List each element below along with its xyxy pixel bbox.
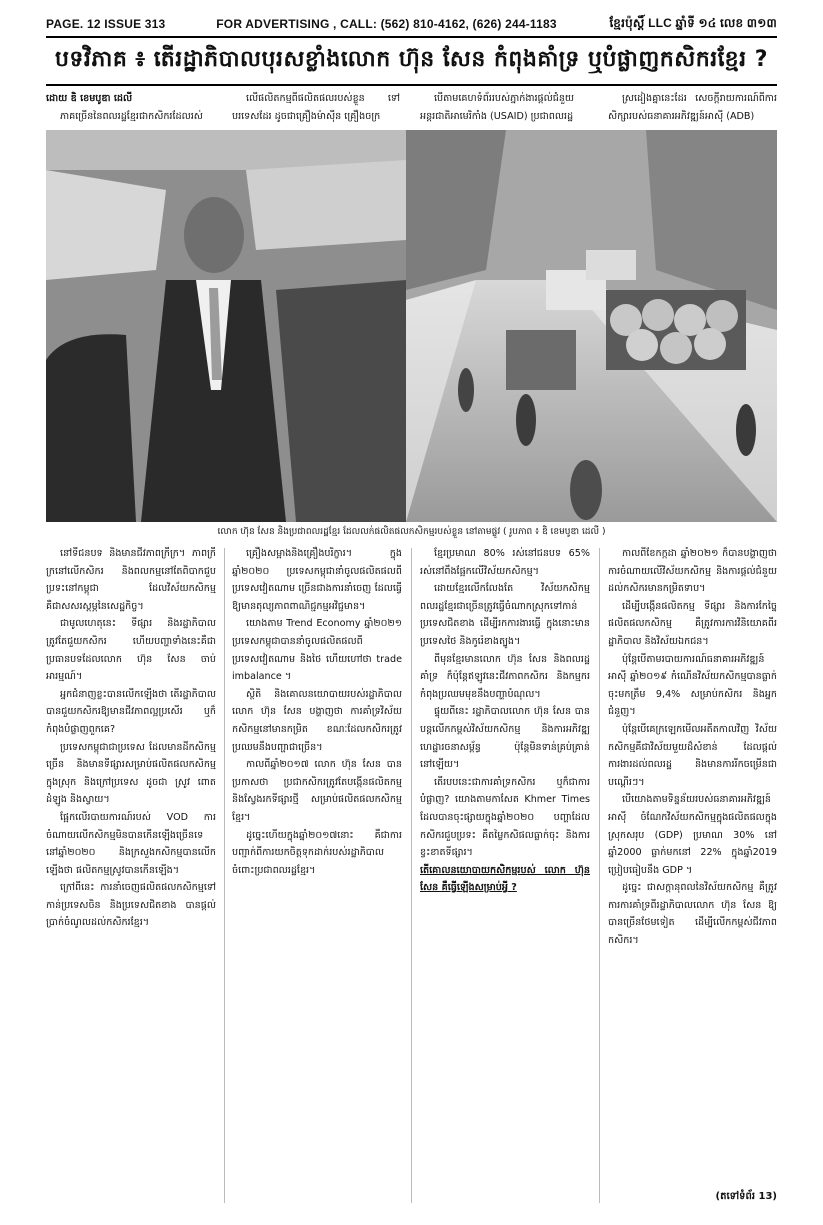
top-column-1 — [46, 90, 214, 128]
column-divider — [599, 548, 600, 1203]
col4-paragraph: ប៉ុន្តែបើតាមរបាយការណ៍ធនាគារអភិវឌ្ឍន៍អាស៊ី ឆ្នាំ២០១៩ កំណើនវិស័យកសិកម្មបានធ្លាក់ចុះមកត្រឹម 9,4% សម្រាប់កសិករ និងអ្នកជំនួញ។ — [608, 653, 777, 718]
col1-paragraph: ជាមូលហេតុនេះ ទីផ្សារ និងរដ្ឋាភិបាលត្រូវតែជួយកសិករ ហើយបញ្ហាទាំងនេះគឺជាប្រធានបទដែលលោក ហ៊ុន សែន ចាប់អារម្មណ៍។ — [46, 618, 216, 683]
col4-paragraph: បើយោងតាមទិន្នន័យរបស់ធនាគារអភិវឌ្ឍន៍អាស៊ី ចំណែកវិស័យកសិកម្មក្នុងផលិតផលក្នុងស្រុកសរុប (GDP) ប្រមាណ 30% នៅឆ្នាំ2000 ធ្លាក់មកនៅ 22% ក្នុងឆ្នាំ2019 ប្រៀបធៀបនឹង GDP ។ — [608, 794, 777, 876]
col1-paragraph: អ្នកជំនាញខ្លះបានលើកឡើងថា តើរដ្ឋាភិបាលបានជួយកសិករឱ្យមានជីវភាពល្អប្រសើរ ឬក៏កំពុងបំផ្លាញពួកគេ? — [46, 688, 216, 735]
col4-paragraph: ប៉ុន្តែបើគេក្រឡេកមើលអតីតកាលវិញ វិស័យកសិកម្មគឺជាវិស័យមួយដ៏សំខាន់ ដែលផ្ដល់ការងារដល់ពលរដ្ឋ និងមានការរីកចម្រើនជាបណ្ដើរៗ។ — [608, 723, 777, 788]
body-column-2 — [232, 545, 402, 1210]
top-column-4-text: ស្រដៀងគ្នានេះដែរ សេចក្ដីរាយការណ៍ពីការសិក្សារបស់ធនាគារអភិវឌ្ឍន៍អាស៊ី (ADB) — [608, 93, 777, 122]
section-subhead: តើគោលនយោបាយកសិកម្មរបស់ លោក ហ៊ុន សែន គឺធ្វើឡើងសម្រាប់អ្វី ? — [420, 864, 590, 894]
continued-on-page-label: (តទៅទំព័រ 13) — [715, 1191, 777, 1202]
col4-paragraph: កាលពីខែកក្កដា ឆ្នាំ២០២១ ក៏បានបង្ហាញថា ការចំណាយលើវិស័យកសិកម្ម និងការផ្ដល់ជំនួយដល់កសិករមានកម្រិតទាប។ — [608, 548, 777, 595]
top-column-4 — [608, 90, 777, 128]
col3-paragraph: ពីមុនខ្មែរមានលោក ហ៊ុន សែន និងពលរដ្ឋគាំទ្រ ក៏ប៉ុន្តែឥឡូវនេះជីវភាពកសិករ និងកម្មករកំពុងប្រឈមមុខនឹងបញ្ហាបំណុល។ — [420, 653, 590, 700]
page-header — [46, 14, 777, 34]
col2-paragraph: យោងតាម Trend Economy ឆ្នាំ២០២១ ប្រទេសកម្ពុជាបាននាំចូលផលិតផលពីប្រទេសវៀតណាម និងថៃ ហើយហៅថា trade imbalance ។ — [232, 618, 402, 683]
col1-paragraph: ប្រទេសកម្ពុជាជាប្រទេស ដែលមានដីកសិកម្មច្រើន និងមានទីផ្សារសម្រាប់ផលិតផលកសិកម្មក្នុងស្រុក និងក្រៅប្រទេស ដូចជា ស្រូវ ពោត ដំឡូង និងស្វាយ។ — [46, 741, 216, 806]
headline-rule — [46, 84, 777, 86]
col1-paragraph: ផ្អែកលើរបាយការណ៍របស់ VOD ការចំណាយលើកសិកម្មមិនបានកើនឡើងច្រើនទេ នៅឆ្នាំ២០២០ និងក្រសួងកសិកម្មបានលើកឡើងថា ផលិតកម្មស្រូវបានកើនឡើង។ — [46, 811, 216, 876]
col1-paragraph: ក្រៅពីនេះ ការនាំចេញផលិតផលកសិកម្មទៅកាន់ប្រទេសចិន និងប្រទេសជិតខាង បានផ្ដល់ប្រាក់ចំណូលដល់កសិករខ្មែរ។ — [46, 882, 216, 929]
masthead-label: ខ្មែរប៉ុស្ដិ៍ LLC ឆ្នាំទី ១៤ លេខ ៣១៣ — [609, 16, 777, 30]
article-photo — [46, 130, 777, 522]
photo-caption: លោក ហ៊ុន សែន និងប្រជាពលរដ្ឋខ្មែរ ដែលលក់ផលិតផលកសិកម្មរបស់ខ្លួន នៅតាមផ្លូវ ( រូបភាព ៖ ឌិ ខេមបូឌា ដេលី ) — [217, 527, 606, 537]
column-divider — [411, 548, 412, 1203]
col2-paragraph: គ្រឿងសម្អាងនិងគ្រឿងបរិក្ខារ។ ក្នុងឆ្នាំ២០២០ ប្រទេសកម្ពុជានាំចូលផលិតផលពីប្រទេសវៀតណាម ច្រើនជាងការនាំចេញ ដែលធ្វើឱ្យមានតុល្យភាពពាណិជ្ជកម្មអវិជ្ជមាន។ — [232, 548, 402, 612]
top-column-3 — [420, 90, 588, 128]
col3-paragraph: ផ្ទុយពីនេះ រដ្ឋាភិបាលលោក ហ៊ុន សែន បានបន្តលើកកម្ពស់វិស័យកសិកម្ម និងការអភិវឌ្ឍហេដ្ឋារចនាសម្ព័ន្ធ ប៉ុន្តែមិនទាន់គ្រប់គ្រាន់នៅឡើយ។ — [420, 706, 590, 771]
col3-paragraph: តើរបបនេះជាការគាំទ្រកសិករ ឬក៏ជាការបំផ្លាញ? យោងតាមកាសែត Khmer Times ដែលបានចុះផ្សាយក្នុងឆ្នាំ២០២០ បញ្ហាដែលកសិករជួបប្រទះ គឺតម្លៃកសិផលធ្លាក់ចុះ និងការខ្វះខាតទីផ្សារ។ — [420, 776, 590, 859]
top-column-3-text: បើតាមគេហទំព័ររបស់ភ្នាក់ងារផ្ដល់ជំនួយអន្តរជាតិអាមេរិកាំង (USAID) ប្រជាពលរដ្ឋ — [420, 93, 575, 122]
col2-paragraph: កាលពីឆ្នាំ២០១៧ លោក ហ៊ុន សែន បានប្រកាសថា ប្រជាកសិករត្រូវតែបង្កើនផលិតកម្ម និងស្វែងរកទីផ្សារថ្មី សម្រាប់ផលិតផលកសិកម្មខ្មែរ។ — [232, 759, 402, 823]
byline: ដោយ ឌិ ខេមបូឌា ដេលី — [46, 93, 133, 104]
col2-paragraph: ស្ថិតិ និងគោលនយោបាយរបស់រដ្ឋាភិបាលលោក ហ៊ុន សែន បង្ហាញថា ការគាំទ្រវិស័យកសិកម្មនៅមានកម្រិត ខណៈដែលកសិករត្រូវប្រឈមនឹងបញ្ហាជាច្រើន។ — [232, 688, 402, 753]
top-column-2-text: លើផលិតកម្មពីផលិតផលរបស់ខ្លួន ទៅបរទេសដែរ ដូចជាគ្រឿងម៉ាស៊ីន គ្រឿងចក្រ — [232, 93, 400, 122]
page-issue-label: PAGE. 12 ISSUE 313 — [46, 17, 166, 31]
col1-paragraph: នៅទីជនបទ និងមានជីវភាពក្រីក្រ។ ភាពក្រីក្រនៅលើកសិករ និងពលកម្មនៅតែពិបាកជួបប្រទះនៅកម្ពុជា ដែលវិស័យកសិកម្មគឺជាសសរស្ដម្ភនៃសេដ្ឋកិច្ច។ — [46, 548, 216, 612]
col2-paragraph: ដូច្នេះហើយក្នុងឆ្នាំ២០១៧នោះ គឺជាការបញ្ជាក់ពីការយកចិត្តទុកដាក់របស់រដ្ឋាភិបាលចំពោះប្រជាពលរដ្ឋខ្មែរ។ — [232, 829, 402, 876]
col3-paragraph: ខ្មែរប្រមាណ 80% រស់នៅជនបទ 65% រស់នៅពឹងផ្អែកលើវិស័យកសិកម្ម។ — [420, 548, 590, 577]
column-divider — [224, 548, 225, 1203]
header-rule — [46, 36, 777, 38]
body-column-4 — [608, 545, 777, 1185]
body-column-1 — [46, 545, 216, 1210]
top-column-2 — [232, 90, 400, 128]
body-column-3 — [420, 545, 590, 1210]
top-column-1-text: ភាគច្រើននៃពលរដ្ឋខ្មែរជាកសិករដែលរស់ — [60, 110, 203, 122]
advertising-contact: FOR ADVERTISING , CALL: (562) 810-4162, (626) 244-1183 — [216, 17, 557, 31]
col4-paragraph: ដូច្នេះ ជាសក្ដានុពលនៃវិស័យកសិកម្ម គឺត្រូវការការគាំទ្រពីរដ្ឋាភិបាលលោក ហ៊ុន សែន ឱ្យបានច្រើនថែមទៀត ដើម្បីលើកកម្ពស់ជីវភាពកសិករ។ — [608, 882, 777, 947]
col3-paragraph: ដោយខ្មែរលើកលែងតែ វិស័យកសិកម្ម ពលរដ្ឋខ្មែរជាច្រើនត្រូវធ្វើចំណាកស្រុកទៅកាន់ប្រទេសជិតខាង ដើម្បីរកការងារធ្វើ ក្នុងនោះមានប្រទេសថៃ និងកូរ៉េខាងត្បូង។ — [420, 583, 590, 647]
article-headline: បទវិភាគ ៖ តើរដ្ឋាភិបាលបុរសខ្លាំងលោក ហ៊ុន សែន កំពុងគាំទ្រ ឬបំផ្លាញកសិករខ្មែរ ? — [54, 47, 769, 72]
col4-paragraph: ដើម្បីបង្កើនផលិតកម្ម ទីផ្សារ និងការកែច្នៃផលិតផលកសិកម្ម គឺត្រូវការការវិនិយោគពីរដ្ឋាភិបាល និងវិស័យឯកជន។ — [608, 600, 777, 647]
